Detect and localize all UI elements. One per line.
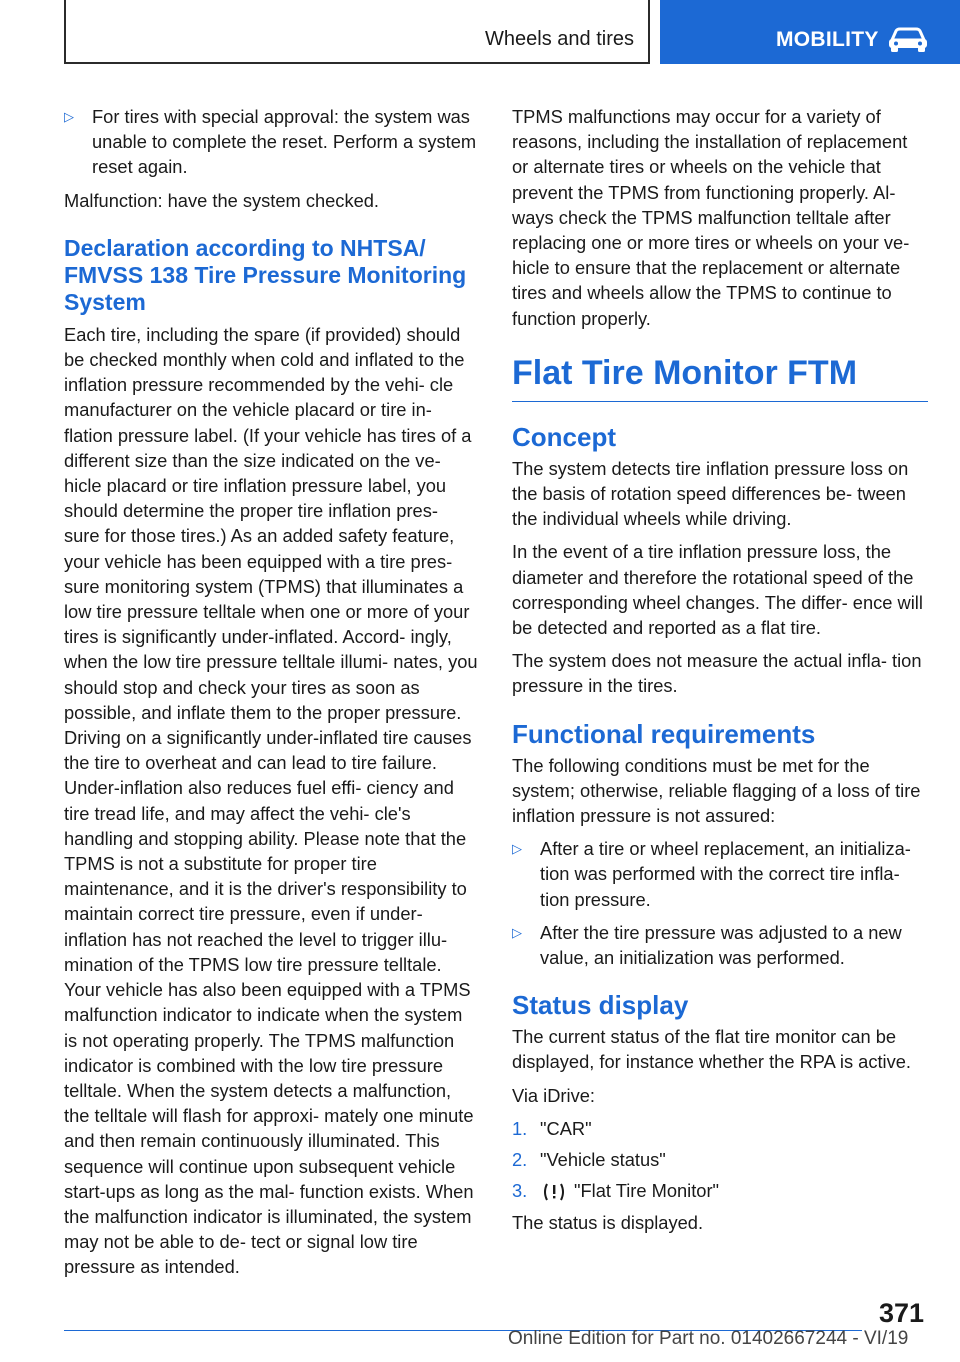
- section-title: Wheels and tires: [485, 28, 634, 50]
- heading-flat-tire-monitor: Flat Tire Monitor FTM: [512, 353, 928, 402]
- triangle-bullet-icon: ▷: [64, 109, 74, 124]
- right-column: [512, 104, 928, 1243]
- edition-footer: Online Edition for Part no. 01402667244 - VI/19: [508, 1328, 909, 1349]
- step-text: "Flat Tire Monitor": [574, 1180, 720, 1202]
- step-number: 2.: [512, 1149, 528, 1171]
- step-number: 3.: [512, 1180, 528, 1202]
- page-number: 371: [878, 1298, 924, 1328]
- triangle-bullet-icon: ▷: [512, 841, 522, 857]
- numbered-step: [512, 1116, 928, 1141]
- tire-warning-icon: [542, 1181, 566, 1203]
- step-number: 1.: [512, 1117, 528, 1139]
- bullet-text: After the tire pressure was adjusted to a new value, an initialization was performed.: [540, 921, 902, 969]
- numbered-step: [512, 1178, 928, 1203]
- header-chapter-box: [660, 0, 960, 64]
- heading-declaration: Declaration according to NHTSA/ FMVSS 138 Tire Pressure Monitoring System: [64, 234, 467, 315]
- functional-intro: The following conditions must be met for the system; otherwise, reliable flagging of a loss of tire inflation pressure is not assured:: [512, 754, 921, 827]
- bullet-text: After a tire or wheel replacement, an initializa‐ tion was performed with the correct tire infla‐ tion pressure.: [540, 838, 911, 910]
- list-item: [512, 920, 928, 970]
- via-idrive-text: Via iDrive:: [512, 1084, 595, 1106]
- malfunction-text: Malfunction: have the system checked.: [64, 189, 380, 211]
- chapter-title: MOBILITY: [776, 28, 879, 51]
- step-text: "CAR": [540, 1117, 592, 1139]
- list-item: [512, 836, 928, 912]
- heading-functional-requirements: Functional requirements: [512, 718, 816, 749]
- header-section-box: [64, 0, 650, 64]
- car-icon: [886, 26, 930, 54]
- status-result-text: The status is displayed.: [512, 1211, 704, 1233]
- numbered-step: [512, 1147, 928, 1172]
- concept-paragraph-2: In the event of a tire inflation pressure loss, the diameter and therefore the rotational speed of the corresponding wheel changes. The differ‐ ence will be detected and reported as a flat tire.: [512, 541, 923, 639]
- concept-paragraph-1: The system detects tire inflation pressure loss on the basis of rotation speed differences be‐ tween the individual wheels while driving.: [512, 457, 909, 530]
- triangle-bullet-icon: ▷: [512, 924, 522, 940]
- concept-paragraph-3: The system does not measure the actual infla‐ tion pressure in the tires.: [512, 650, 922, 697]
- step-text: "Vehicle status": [540, 1149, 666, 1171]
- list-item: [64, 104, 478, 180]
- bullet-text: For tires with special approval: the system was unable to complete the reset. Perform a system reset again.: [92, 106, 477, 178]
- heading-concept: Concept: [512, 421, 616, 452]
- declaration-paragraph: Each tire, including the spare (if provided) should be checked monthly when cold and inflated to the inflation pressure recommended by the vehi‐ cle manufacturer on the vehicle placard or tire in‐ flation pressure label. (If your vehicle has tires of a different size than the size indicated on the ve‐ hicle placard or tire inflation pressure label, you should determine the proper tire inflation pres‐ sure for those tires.) As an added safety feature, your vehicle has been equipped with a tire pres‐ sure monitoring system (TPMS) that illuminates a low tire pressure telltale when one or more of your tires is significantly under-inflated. Accord‐ ingly, when the low tire pressure telltale illumi‐ nates, you should stop and check your tires as soon as possible, and inflate them to the proper pressure. Driving on a significantly under-inflated tire causes the tire to overheat and can lead to tire failure. Under-inflation also reduces fuel effi‐ ciency and tire tread life, and may affect the vehi‐ cle's handling and stopping ability. Please note that the TPMS is not a substitute for proper tire maintenance, and it is the driver's responsibility to maintain correct tire pressure, even if under- inflation has not reached the level to trigger illu‐ mination of the TPMS low tire pressure telltale. Your vehicle has also been equipped with a TPMS malfunction indicator to indicate when the system is not operating properly. The TPMS malfunction indicator is combined with the low tire pressure telltale. When the system detects a malfunction, the telltale will flash for approxi‐ mately one minute and then remain continuously illuminated. This sequence will continue upon subsequent vehicle start-ups as long as the mal‐ function exists. When the malfunction indicator is illuminated, the system may not be able to de‐ tect or signal low tire pressure as intended.: [64, 323, 478, 1278]
- left-column: [64, 104, 478, 1288]
- heading-status-display: Status display: [512, 990, 689, 1021]
- tpms-paragraph: TPMS malfunctions may occur for a variety of reasons, including the installation of replacement or alternate tires or wheels on the vehicle that prevent the TPMS from functioning properly. Al‐ ways check the TPMS malfunction telltale after replacing one or more tires or wheels on your ve‐ hicle to ensure that the replacement or alternate tires and wheels allow the TPMS to continue to function properly.: [512, 106, 910, 329]
- status-paragraph: The current status of the flat tire monitor can be displayed, for instance whether the RPA is active.: [512, 1026, 912, 1073]
